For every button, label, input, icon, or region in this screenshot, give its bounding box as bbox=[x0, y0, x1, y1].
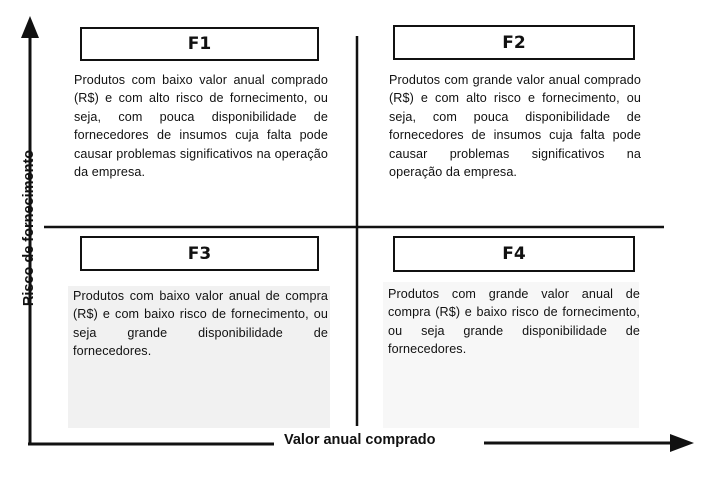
quadrant-f1-description: Produtos com baixo valor anual comprado (R$) e com alto risco de fornecimento, ou seja, com pouca disponibilidade de fornecedores de insumos cuja falta pode causar problemas significativos na operação da empresa. bbox=[74, 73, 328, 180]
quadrant-f3-title: F3 bbox=[80, 236, 319, 271]
quadrant-f2-title: F2 bbox=[393, 25, 635, 60]
x-axis-label: Valor anual comprado bbox=[284, 432, 436, 448]
y-axis-label: Risco de fornecimento bbox=[21, 149, 37, 307]
quadrant-f1-title: F1 bbox=[80, 27, 319, 61]
quadrant-f4-title: F4 bbox=[393, 236, 635, 272]
y-axis-arrowhead bbox=[21, 16, 39, 38]
quadrant-f4-description: Produtos com grande valor anual de compra (R$) e baixo risco de fornecimento, ou seja grande disponibilidade de fornecedores. bbox=[388, 287, 640, 357]
quadrant-f3-description: Produtos com baixo valor anual de compra (R$) e com baixo risco de fornecimento, ou seja grande disponibilidade de fornecedores. bbox=[73, 289, 328, 359]
x-axis-arrowhead bbox=[670, 434, 694, 452]
quadrant-f2-description: Produtos com grande valor anual comprado (R$) e com alto risco e fornecimento, ou seja, com pouca disponibilidade de fornecedores de insumos cuja falta pode causar problemas significativos na operação da empresa. bbox=[389, 73, 641, 180]
